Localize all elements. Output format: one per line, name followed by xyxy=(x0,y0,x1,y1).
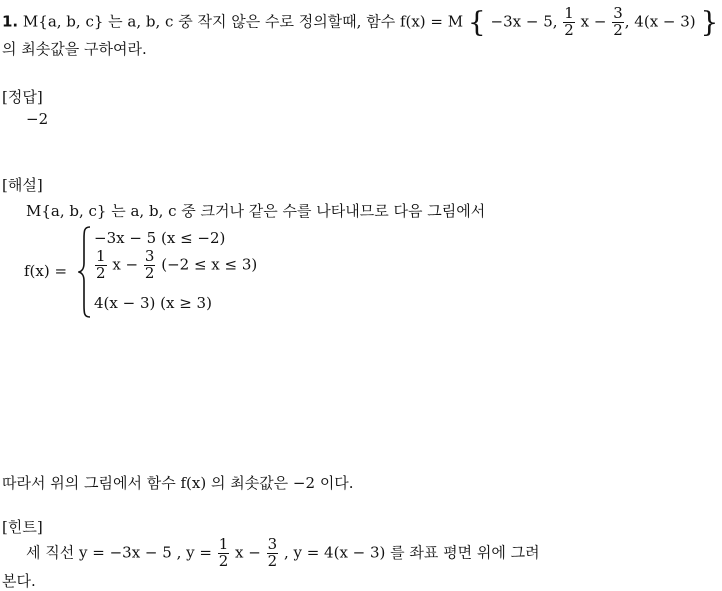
problem-text: M{a, b, c} 는 a, b, c 중 작지 않은 수로 정의할때, 함수 f(x) = M xyxy=(22,12,464,31)
case-1: −3x − 5 (x ≤ −2) xyxy=(94,229,226,247)
left-brace: { xyxy=(467,5,486,39)
problem-line-2: 의 최솟값을 구하여라. xyxy=(2,40,147,58)
problem-line-1: 1. M{a, b, c} 는 a, b, c 중 작지 않은 수로 정의할때, 함수 f(x) = M { −3x − 5, $\frac{1}{2}$ x − $\frac{3}{2}$ , 4(x − 3) } xyxy=(2,4,719,39)
explanation-conclusion: 따라서 위의 그림에서 함수 f(x) 의 최솟값은 −2 이다. xyxy=(2,474,354,492)
fx-label: f(x) = xyxy=(24,262,68,280)
hint-line-1: 세 직선 y = −3x − 5 , y = $\frac{1}{2}$ x − $\frac{3}{2}$ , y = 4(x − 3) 를 좌표 평면 위에 그려 xyxy=(26,535,540,570)
explanation-heading: [해설] xyxy=(2,176,43,194)
answer-value: −2 xyxy=(26,110,49,128)
case-3: 4(x − 3) (x ≥ 3) xyxy=(94,294,212,312)
set-item-2: x − xyxy=(580,12,607,31)
hint-fraction-2: $\frac{3}{2}$ xyxy=(267,535,278,570)
fraction-half: $\frac{1}{2}$ xyxy=(564,4,574,39)
hint-fraction-1: $\frac{1}{2}$ xyxy=(218,535,229,570)
piecewise-brace xyxy=(78,225,92,319)
answer-heading: [정답] xyxy=(2,88,43,106)
right-brace: } xyxy=(700,5,719,39)
hint-line-2: 본다. xyxy=(2,572,36,590)
fraction-three-half: $\frac{3}{2}$ xyxy=(613,4,623,39)
case-2-fraction-2: $\frac{3}{2}$ xyxy=(144,247,155,282)
explanation-intro: M{a, b, c} 는 a, b, c 중 크거나 같은 수를 나타내므로 다음 그림에서 xyxy=(26,202,486,220)
set-item-3: 4(x − 3) xyxy=(634,12,696,31)
problem-number: 1. xyxy=(2,12,19,31)
set-item-1: −3x − 5, xyxy=(490,12,558,31)
hint-heading: [힌트] xyxy=(2,518,43,536)
case-2-fraction-1: $\frac{1}{2}$ xyxy=(96,247,106,282)
case-2: $\frac{1}{2}$ x − $\frac{3}{2}$ (−2 ≤ x ≤ 3) xyxy=(96,247,258,282)
